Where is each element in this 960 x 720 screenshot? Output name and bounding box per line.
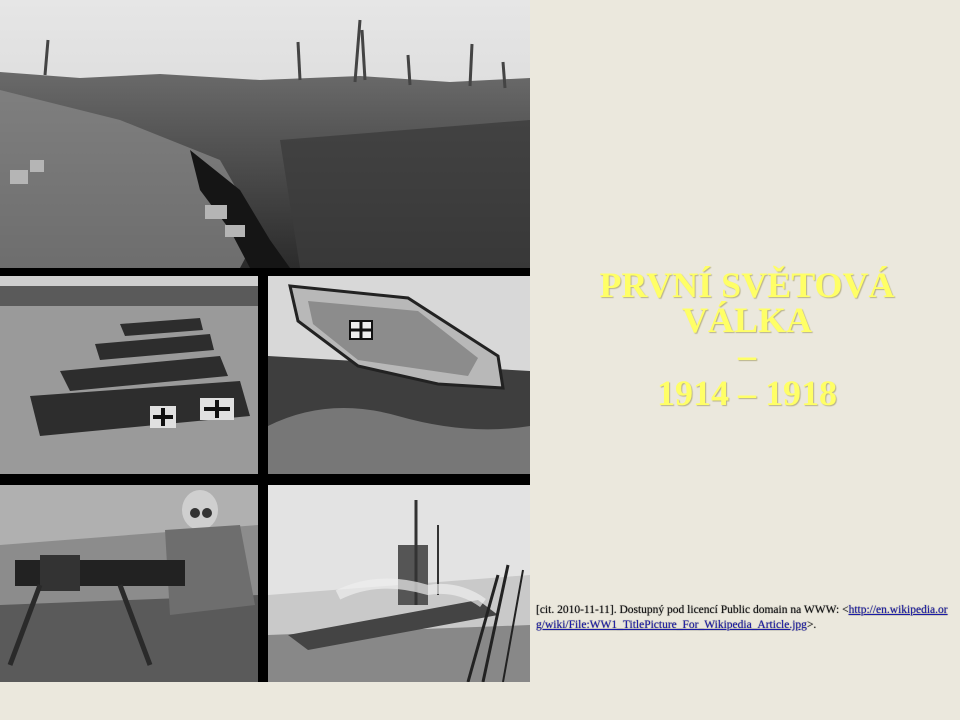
- title-line-2: VÁLKA: [681, 300, 812, 340]
- title-line-1: PRVNÍ SVĚTOVÁ: [599, 265, 895, 305]
- machine-gunner-photo: [0, 485, 258, 682]
- title-dash: –: [738, 335, 756, 375]
- slide-title: [552, 265, 942, 413]
- title-years: 1914 – 1918: [657, 373, 837, 413]
- image-citation: [536, 603, 951, 633]
- tank-photo: [268, 276, 530, 474]
- trench-photo: [0, 0, 530, 268]
- citation-link[interactable]: http://en.wikipedia.org/wiki/File:WW1_TitlePicture_For_Wikipedia_Article.jpg: [536, 604, 948, 631]
- citation-prefix: [cit. 2010-11-11]. Dostupný pod licencí Public domain na WWW: <: [536, 604, 849, 616]
- citation-suffix: >.: [806, 619, 817, 631]
- aircraft-photo: [0, 276, 258, 474]
- warship-photo: [268, 485, 530, 682]
